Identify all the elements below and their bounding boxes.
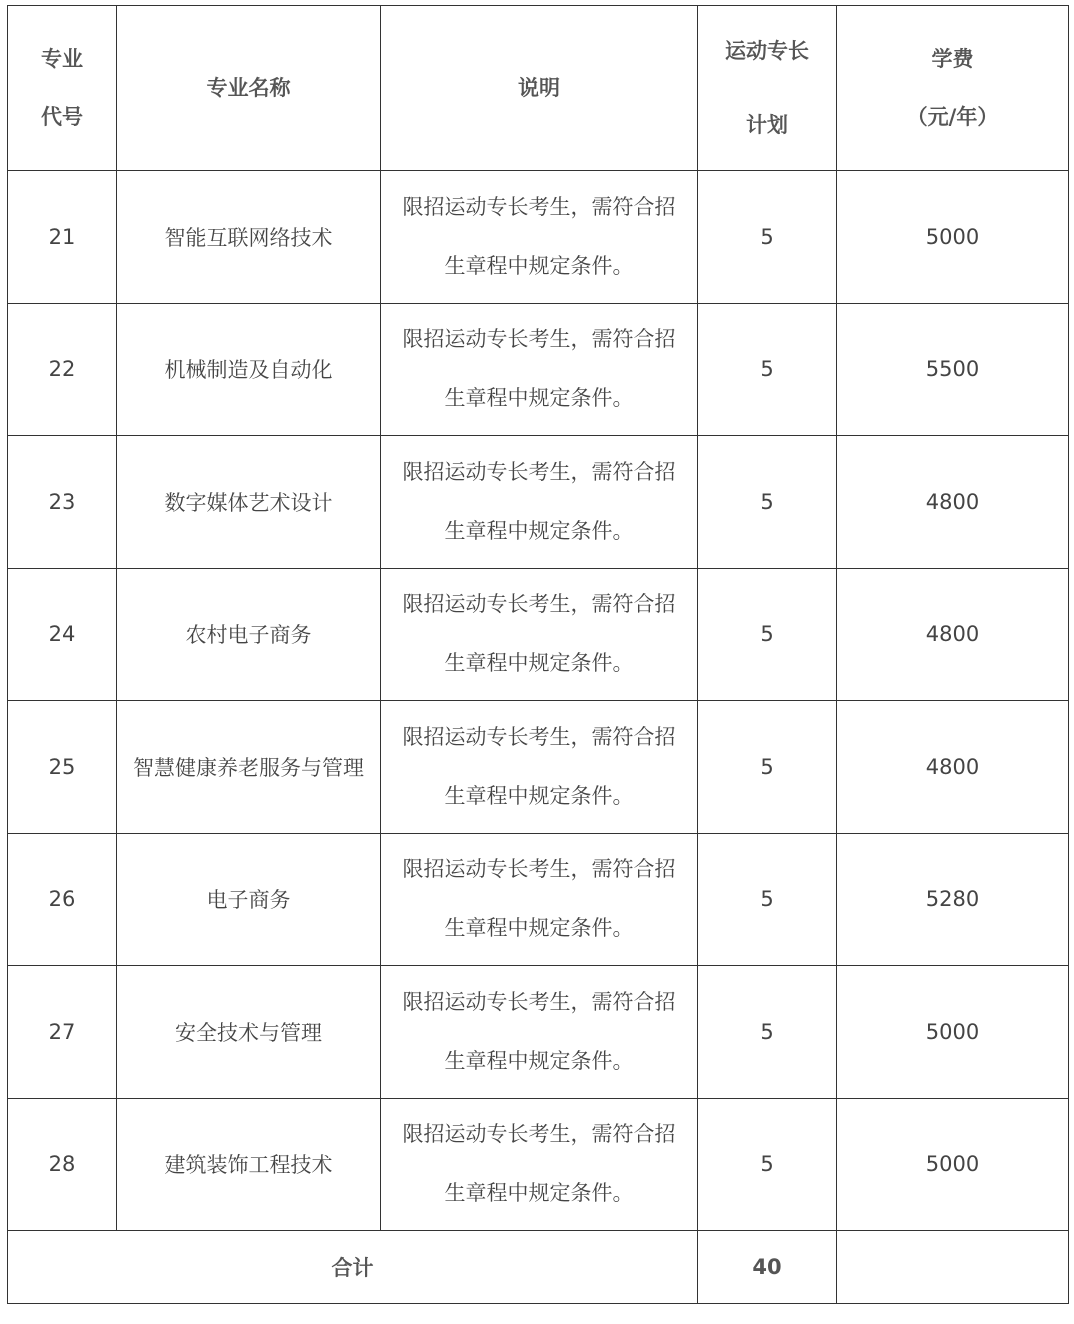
description-line-1: 限招运动专长考生，需符合招 <box>402 592 676 617</box>
table-body <box>8 171 1069 1231</box>
header-plan-line-2: 计划 <box>746 113 788 137</box>
total-fee <box>837 1231 1069 1304</box>
cell-description <box>381 568 698 701</box>
header-plan-line-1: 运动专长 <box>725 39 809 63</box>
admissions-table <box>7 5 1069 1304</box>
cell-code: 27 <box>8 966 117 1099</box>
cell-name: 电子商务 <box>117 833 381 966</box>
total-row <box>8 1231 1069 1304</box>
description-line-2: 生章程中规定条件。 <box>444 386 634 411</box>
header-fee <box>837 6 1069 171</box>
header-code <box>8 6 117 171</box>
cell-plan: 5 <box>698 1098 837 1231</box>
header-description: 说明 <box>381 6 698 171</box>
cell-fee: 5000 <box>837 966 1069 1099</box>
table-footer <box>8 1231 1069 1304</box>
table-row <box>8 568 1069 701</box>
cell-plan: 5 <box>698 303 837 436</box>
cell-description <box>381 966 698 1099</box>
description-line-1: 限招运动专长考生，需符合招 <box>402 724 676 749</box>
cell-name: 数字媒体艺术设计 <box>117 436 381 569</box>
cell-name: 建筑装饰工程技术 <box>117 1098 381 1231</box>
cell-fee: 5000 <box>837 171 1069 304</box>
cell-code: 26 <box>8 833 117 966</box>
total-label: 合计 <box>8 1231 698 1304</box>
cell-description <box>381 171 698 304</box>
cell-code: 24 <box>8 568 117 701</box>
header-name: 专业名称 <box>117 6 381 171</box>
description-line-2: 生章程中规定条件。 <box>444 651 634 676</box>
description-line-1: 限招运动专长考生，需符合招 <box>402 1122 676 1147</box>
header-fee-line-1: 学费 <box>931 47 974 71</box>
cell-fee: 5500 <box>837 303 1069 436</box>
cell-name: 智能互联网络技术 <box>117 171 381 304</box>
table-row <box>8 171 1069 304</box>
cell-fee: 4800 <box>837 436 1069 569</box>
description-line-1: 限招运动专长考生，需符合招 <box>402 327 676 352</box>
cell-fee: 4800 <box>837 701 1069 834</box>
cell-code: 28 <box>8 1098 117 1231</box>
table-row <box>8 966 1069 1099</box>
cell-fee: 5280 <box>837 833 1069 966</box>
description-line-1: 限招运动专长考生，需符合招 <box>402 989 676 1014</box>
cell-code: 22 <box>8 303 117 436</box>
header-code-line-2: 代号 <box>41 105 83 129</box>
cell-code: 25 <box>8 701 117 834</box>
cell-description <box>381 1098 698 1231</box>
total-plan: 40 <box>698 1231 837 1304</box>
cell-description <box>381 701 698 834</box>
header-plan <box>698 6 837 171</box>
cell-description <box>381 303 698 436</box>
cell-name: 安全技术与管理 <box>117 966 381 1099</box>
description-line-2: 生章程中规定条件。 <box>444 518 634 543</box>
table-row <box>8 436 1069 569</box>
header-row <box>8 6 1069 171</box>
description-line-2: 生章程中规定条件。 <box>444 1181 634 1206</box>
table-row <box>8 833 1069 966</box>
cell-name: 智慧健康养老服务与管理 <box>117 701 381 834</box>
cell-code: 21 <box>8 171 117 304</box>
table-row <box>8 1098 1069 1231</box>
cell-description <box>381 436 698 569</box>
description-line-1: 限招运动专长考生，需符合招 <box>402 459 676 484</box>
cell-plan: 5 <box>698 701 837 834</box>
cell-plan: 5 <box>698 833 837 966</box>
table-header <box>8 6 1069 171</box>
cell-plan: 5 <box>698 568 837 701</box>
cell-plan: 5 <box>698 171 837 304</box>
cell-description <box>381 833 698 966</box>
table-row <box>8 303 1069 436</box>
cell-name: 农村电子商务 <box>117 568 381 701</box>
cell-name: 机械制造及自动化 <box>117 303 381 436</box>
description-line-1: 限招运动专长考生，需符合招 <box>402 857 676 882</box>
description-line-2: 生章程中规定条件。 <box>444 253 634 278</box>
cell-plan: 5 <box>698 966 837 1099</box>
description-line-2: 生章程中规定条件。 <box>444 783 634 808</box>
description-line-2: 生章程中规定条件。 <box>444 916 634 941</box>
cell-plan: 5 <box>698 436 837 569</box>
cell-code: 23 <box>8 436 117 569</box>
description-line-2: 生章程中规定条件。 <box>444 1048 634 1073</box>
table-row <box>8 701 1069 834</box>
cell-fee: 4800 <box>837 568 1069 701</box>
header-code-line-1: 专业 <box>41 47 83 71</box>
description-line-1: 限招运动专长考生，需符合招 <box>402 194 676 219</box>
header-fee-line-2: （元/年） <box>906 105 999 129</box>
cell-fee: 5000 <box>837 1098 1069 1231</box>
